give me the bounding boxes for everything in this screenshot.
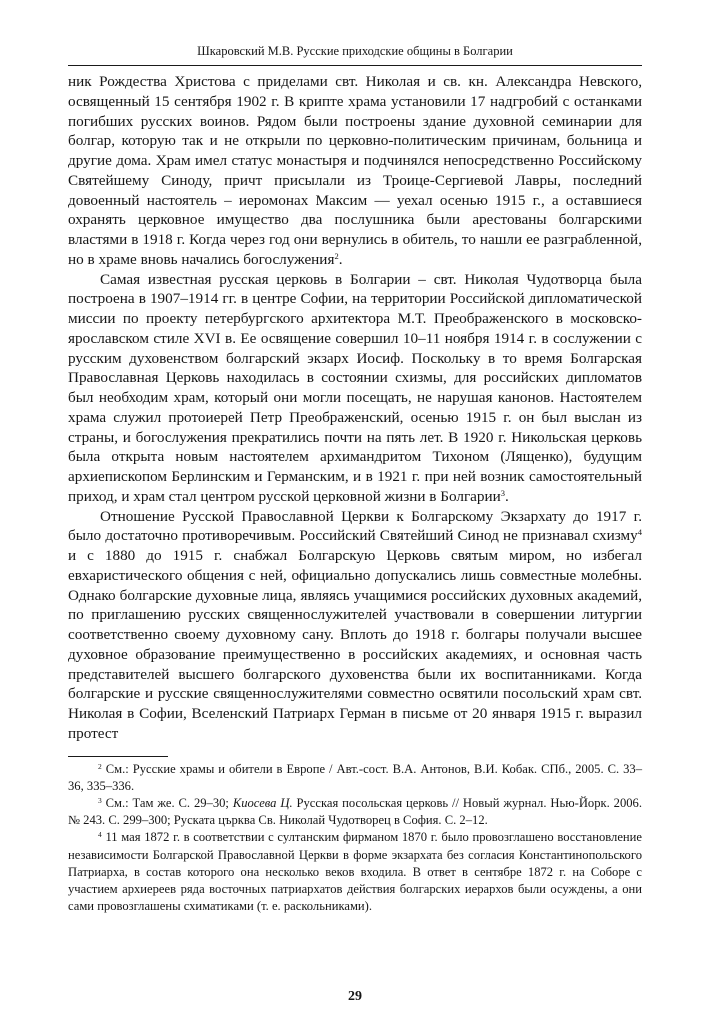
footnote-3-author: Киосева Ц. xyxy=(232,795,293,810)
paragraph-2-end: . xyxy=(505,487,509,505)
footnote-4 xyxy=(68,829,642,915)
page-number: 29 xyxy=(348,989,362,1004)
footnote-divider xyxy=(68,756,168,757)
footnote-number: 2 xyxy=(98,761,102,771)
footnote-4-text: 11 мая 1872 г. в соответствии с султанским фирманом 1870 г. было провозглашено восстановление независимости Болгарской Православной Церкви в форме экзархата без согласия Константинопольского Патриарха, в состав которого она несколько веков входила. В ответ в сентябре 1872 г. на Соборе с участием архиереев ряда восточных патриархатов действия болгарских иерархов были осуждены, а они сами провозглашены схиматиками (т. е. раскольниками). xyxy=(68,830,642,914)
footnote-2-text: См.: Русские храмы и обители в Европе / Авт.-сост. В.А. Антонов, В.И. Кобак. СПб., 2005. С. 33–36, 335–336. xyxy=(68,761,643,793)
paragraph-3 xyxy=(68,507,642,744)
paragraph-2 xyxy=(68,270,642,507)
footnotes xyxy=(68,761,642,916)
body-text xyxy=(68,72,642,744)
footnote-ref-3[interactable]: 3 xyxy=(500,487,506,498)
book-page xyxy=(68,44,643,1004)
footnote-3-text: См.: Там же. С. 29–30; xyxy=(105,795,233,810)
paragraph-3-continuation: и с 1880 до 1915 г. снабжал Болгарскую Церковь святым миром, но избегал евхаристического общения с ней, официально допускались лишь совместные молебны. Однако болгарские духовные лица, являясь учащимися российских духовных академий, по приглашению русских священнослужителей участвовали в совершении литургии соответственно своему духовному сану. Вплоть до 1918 г. болгары получали высшее духовное образование преимущественно в российских академиях, и основная часть представителей высшего болгарского духовенства были их воспитанниками. Когда болгарские и русские священнослужителями совместно освятили посольский храм свт. Николая в Софии, Вселенский Патриарх Герман в письме от 20 января 1915 г. выразил протест xyxy=(68,547,642,742)
paragraph-1-text: ник Рождества Христова с приделами свт. Николая и св. кн. Александра Невского, освященный 15 сентября 1902 г. В крипте храма установили 17 надгробий с останками погибших русских воинов. Рядом были построены здание духовной семинарии для болгар, которую так и не открыли по церковно-политическим причинам, больница и другие дома. Храм имел статус монастыря и подчинялся непосредственно Российскому Святейшему Синоду, причт присылали из Троице-Сергиевой Лавры, последний довоенный настоятель – иеромонах Максим — уехал осенью 1915 г., а оставшиеся охранять церковное имущество два послушника были арестованы болгарскими властями в 1918 г. Когда через год они вернулись в обитель, то нашли ее разграбленной, но в храме вновь начались богослужения xyxy=(68,73,642,268)
footnote-ref-4[interactable]: 4 xyxy=(637,527,642,538)
footnote-3-source: Русская посольская церковь // Новый журнал. Нью-Йорк. 2006. № 243. С. 299–300; Руската църква Св. Николай Чудотворец в София. С. 2–12. xyxy=(68,795,642,828)
running-head: Шкаровский М.В. Русские приходские общины в Болгарии xyxy=(68,44,642,66)
footnote-number: 4 xyxy=(98,830,102,840)
paragraph-1-end: . xyxy=(338,250,343,268)
paragraph-3-text: Отношение Русской Православной Церкви к Болгарскому Экзархату до 1917 г. было достаточно противоречивым. Российский Святейший Синод не признавал схизму xyxy=(68,507,642,545)
paragraph-2-text: Самая известная русская церковь в Болгарии – свт. Николая Чудотворца была построена в 1907–1914 гг. в центре Софии, на территории Российской дипломатической миссии по проекту петербургского архитектора М.Т. Преображенского в московско-ярославском стиле XVI в. Ее освящение совершил 10–11 ноября 1914 г. в сослужении с русским духовенством болгарский экзарх Иосиф. Поскольку в то время Болгарская Православная Церковь находилась в состоянии схизмы, для российских дипломатов был необходим храм, который они могли посещать, не нарушая канонов. Настоятелем храма служил протоиерей Петр Преображенский, осенью 1915 г. он был выслан из страны, и богослужения прекратились почти на пять лет. В 1920 г. Никольская церковь была открыта новым настоятелем архимандритом Тихоном (Лященко), будущим архиепископом Берлинским и Германским, и в 1921 г. при ней возник самостоятельный приход, и храм стал центром русской церковной жизни в Болгарии xyxy=(68,270,642,505)
paragraph-1 xyxy=(68,72,642,270)
footnote-3 xyxy=(68,795,642,829)
footnote-ref-2[interactable]: 2 xyxy=(334,250,339,261)
footnote-number: 3 xyxy=(98,795,102,805)
footnote-2 xyxy=(68,761,642,795)
